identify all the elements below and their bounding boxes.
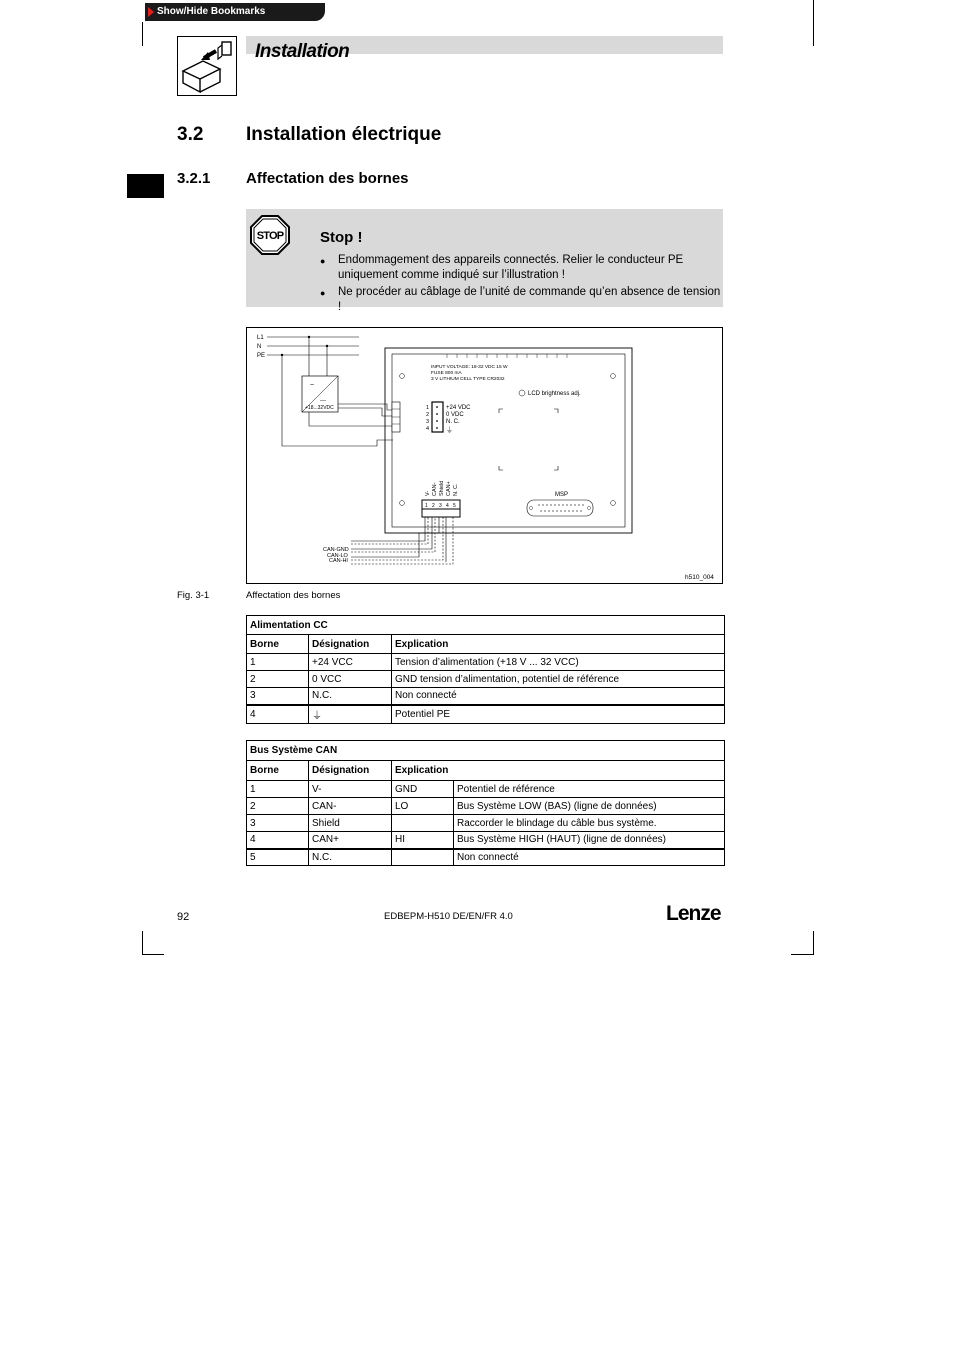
lcd-brightness-label: LCD brightness adj.	[528, 391, 581, 397]
bus-line-can-gnd: CAN-GND	[323, 547, 349, 553]
table-cell: N.C.	[309, 688, 392, 705]
stop-title: Stop !	[320, 229, 363, 246]
can-name-v-minus: V-	[425, 490, 431, 496]
table-row	[247, 688, 725, 705]
table-cell: 2	[247, 798, 309, 815]
page-title: Installation	[255, 41, 350, 62]
bus-line-can-lo: CAN-LO	[327, 553, 348, 559]
table-cell: +24 VCC	[309, 654, 392, 671]
crop-mark	[813, 931, 814, 955]
mains-pe-label: PE	[257, 353, 266, 359]
chapter-marker	[127, 174, 164, 198]
table-row	[247, 781, 725, 798]
can-num-5: 5	[453, 503, 456, 509]
msp-label: MSP	[555, 492, 569, 498]
stop-item-2: Ne procéder au câblage de l’unité de commande qu’en absence de tension !	[338, 286, 721, 313]
stop-sign-text: STOP	[256, 230, 284, 242]
subsection-title: Affectation des bornes	[246, 170, 409, 187]
stop-sign-icon	[250, 215, 290, 255]
table-header-cell: Désignation	[309, 635, 392, 654]
mains-l1-label: L1	[257, 335, 264, 341]
table-cell: GND	[392, 781, 454, 798]
table-cell: Potentiel de référence	[454, 781, 725, 798]
can-name-shield: Shield	[439, 480, 445, 496]
figure-code: h510_004	[685, 574, 714, 581]
table-cell: GND tension d’alimentation, potentiel de référence	[392, 671, 725, 688]
table-cell: 1	[247, 781, 309, 798]
table-header-cell: Explication	[392, 635, 725, 654]
psu-ac-symbol: ~	[310, 382, 315, 389]
triangle-right-icon	[148, 7, 154, 17]
section-number: 3.2	[177, 124, 204, 145]
can-num-1: 1	[425, 503, 428, 509]
power-name-nc: N. C.	[446, 419, 460, 425]
power-name-24vdc: +24 VDC	[446, 405, 471, 411]
table-cell: Shield	[309, 815, 392, 832]
power-terminal-num-3: 3	[426, 419, 430, 425]
device-label-line-2: FUSE 800 mA	[431, 371, 462, 376]
table-cell: 4	[247, 832, 309, 849]
table-can-title: Bus Système CAN	[247, 741, 725, 761]
document-id: EDBEPM-H510 DE/EN/FR 4.0	[384, 911, 513, 922]
table-row	[247, 849, 725, 866]
crop-mark	[142, 931, 143, 955]
bus-line-can-hi: CAN-HI	[329, 558, 348, 564]
can-num-3: 3	[439, 503, 442, 509]
can-terminal-block	[422, 509, 460, 517]
can-num-2: 2	[432, 503, 435, 509]
figure-caption: Affectation des bornes	[246, 590, 341, 601]
lcd-brightness-knob	[519, 390, 525, 396]
table-header-cell: Borne	[247, 761, 309, 781]
power-terminal-num-1: 1	[426, 405, 430, 411]
msp-connector	[527, 500, 593, 516]
power-terminal-num-2: 2	[426, 412, 430, 418]
table-row	[247, 671, 725, 688]
can-name-nc: N. C.	[453, 483, 459, 496]
table-cell: 3	[247, 815, 309, 832]
can-name-can-minus: CAN-	[432, 482, 438, 496]
table-cell: Non connecté	[392, 688, 725, 705]
table-cell: Bus Système LOW (BAS) (ligne de données)	[454, 798, 725, 815]
wiring-diagram	[246, 327, 723, 584]
table-row	[247, 815, 725, 832]
mains-lines	[267, 337, 359, 355]
stop-item-1: Endommagement des appareils connectés. Relier le conducteur PE uniquement comme indiqué sur l’illustration !	[338, 254, 684, 281]
table-cell: Potentiel PE	[392, 705, 725, 724]
table-cell: V-	[309, 781, 392, 798]
can-num-4: 4	[446, 503, 449, 509]
figure-number: Fig. 3-1	[177, 590, 210, 601]
power-terminal-num-4: 4	[426, 426, 430, 432]
installation-box-icon	[177, 36, 237, 96]
table-header-cell: Borne	[247, 635, 309, 654]
table-cell: HI	[392, 832, 454, 849]
subsection-number: 3.2.1	[177, 170, 211, 187]
table-cell: CAN+	[309, 832, 392, 849]
table-power-supply	[246, 615, 725, 724]
table-cell: N.C.	[309, 849, 392, 866]
table-power-title: Alimentation CC	[247, 616, 725, 635]
page-number: 92	[177, 911, 190, 923]
bookmarks-toggle-label: Show/Hide Bookmarks	[157, 6, 266, 17]
bullet-icon: ●	[320, 256, 326, 266]
table-header-cell: Explication	[392, 761, 725, 781]
table-row	[247, 832, 725, 849]
psu-range-label: +18...32VDC	[305, 405, 334, 411]
table-cell: LO	[392, 798, 454, 815]
pe-ground-icon: ⏚	[309, 705, 392, 724]
table-cell	[392, 849, 454, 866]
table-cell: 0 VCC	[309, 671, 392, 688]
table-cell: Non connecté	[454, 849, 725, 866]
section-title: Installation électrique	[246, 124, 442, 145]
table-cell: 1	[247, 654, 309, 671]
table-cell: 3	[247, 688, 309, 705]
table-cell: 4	[247, 705, 309, 724]
table-cell	[392, 815, 454, 832]
psu-dc-symbol: ---	[320, 398, 326, 404]
crop-mark	[142, 954, 164, 955]
table-can-bus	[246, 740, 725, 866]
device-label-line-3: 3 V LITHIUM CELL TYPE CR2032	[431, 377, 505, 382]
power-name-0vdc: 0 VDC	[446, 412, 464, 418]
table-row	[247, 798, 725, 815]
device-label-line-1: INPUT VOLTAGE: 18-32 VDC 15 W	[431, 365, 508, 370]
table-row	[247, 705, 725, 724]
crop-mark	[142, 22, 143, 46]
table-cell: Bus Système HIGH (HAUT) (ligne de données)	[454, 832, 725, 849]
table-cell: Raccorder le blindage du câble bus système.	[454, 815, 725, 832]
crop-mark	[813, 0, 814, 46]
bullet-icon: ●	[320, 288, 326, 298]
mains-n-label: N	[257, 344, 262, 350]
table-row	[247, 654, 725, 671]
can-name-can-plus: CAN+	[446, 481, 452, 496]
power-name-pe: ⏚	[446, 427, 453, 434]
crop-mark	[791, 954, 813, 955]
table-cell: CAN-	[309, 798, 392, 815]
table-cell: 5	[247, 849, 309, 866]
table-cell: 2	[247, 671, 309, 688]
table-header-cell: Désignation	[309, 761, 392, 781]
table-cell: Tension d’alimentation (+18 V ... 32 VCC)	[392, 654, 725, 671]
lenze-logo: Lenze	[666, 902, 721, 925]
